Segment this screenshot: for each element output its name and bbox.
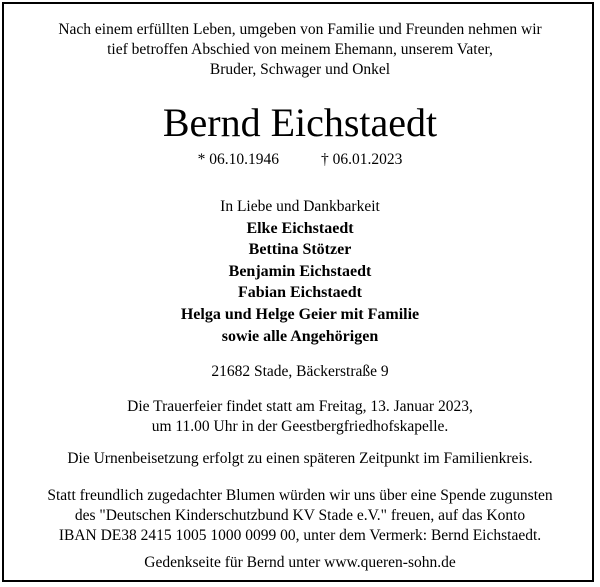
mourners-block <box>0 196 600 347</box>
urn-burial-line: Die Urnenbeisetzung erfolgt zu einen späteren Zeitpunkt im Familienkreis. <box>67 450 533 467</box>
urn-burial-info <box>0 449 600 469</box>
mourner-name: Fabian Eichstaedt <box>237 284 362 302</box>
mourner-name: Helga und Helge Geier mit Familie <box>180 305 420 323</box>
intro-line-2: tief betroffen Abschied von meinem Ehemann, unserem Vater, <box>107 41 493 58</box>
mourner-name: sowie alle Angehörigen <box>221 327 379 345</box>
address-line: 21682 Stade, Bäckerstraße 9 <box>211 363 389 380</box>
intro-line-3: Bruder, Schwager und Onkel <box>209 61 391 78</box>
death-date: † 06.01.2023 <box>321 151 403 168</box>
donation-line-1: Statt freundlich zugedachter Blumen würden wir uns über eine Spende zugunsten <box>47 487 553 504</box>
ceremony-line-1: Die Trauerfeier findet statt am Freitag, 13. Januar 2023, <box>127 398 473 415</box>
mourner-name: Bettina Stötzer <box>248 241 352 259</box>
donation-request <box>0 486 600 546</box>
funeral-ceremony-info <box>0 397 600 437</box>
life-dates <box>0 150 600 170</box>
intro-text <box>0 20 600 80</box>
deceased-name: Bernd Eichstaedt <box>162 100 438 145</box>
family-address <box>0 362 600 382</box>
memorial-page-line: Gedenkseite für Bernd unter www.queren-sohn.de <box>144 554 456 571</box>
intro-line-1: Nach einem erfüllten Leben, umgeben von Familie und Freunden nehmen wir <box>58 21 542 38</box>
memorial-page-info <box>0 553 600 573</box>
mourners-heading: In Liebe und Dankbarkeit <box>220 198 380 215</box>
donation-line-2: des "Deutschen Kinderschutzbund KV Stade e.V." freuen, auf das Konto <box>74 507 526 524</box>
mourner-name: Benjamin Eichstaedt <box>228 262 372 280</box>
donation-line-3: IBAN DE38 2415 1005 1000 0099 00, unter dem Vermerk: Bernd Eichstaedt. <box>58 527 542 544</box>
mourner-name: Elke Eichstaedt <box>246 219 354 237</box>
birth-date: * 06.10.1946 <box>197 151 279 168</box>
ceremony-line-2: um 11.00 Uhr in der Geestbergfriedhofskapelle. <box>151 418 449 435</box>
